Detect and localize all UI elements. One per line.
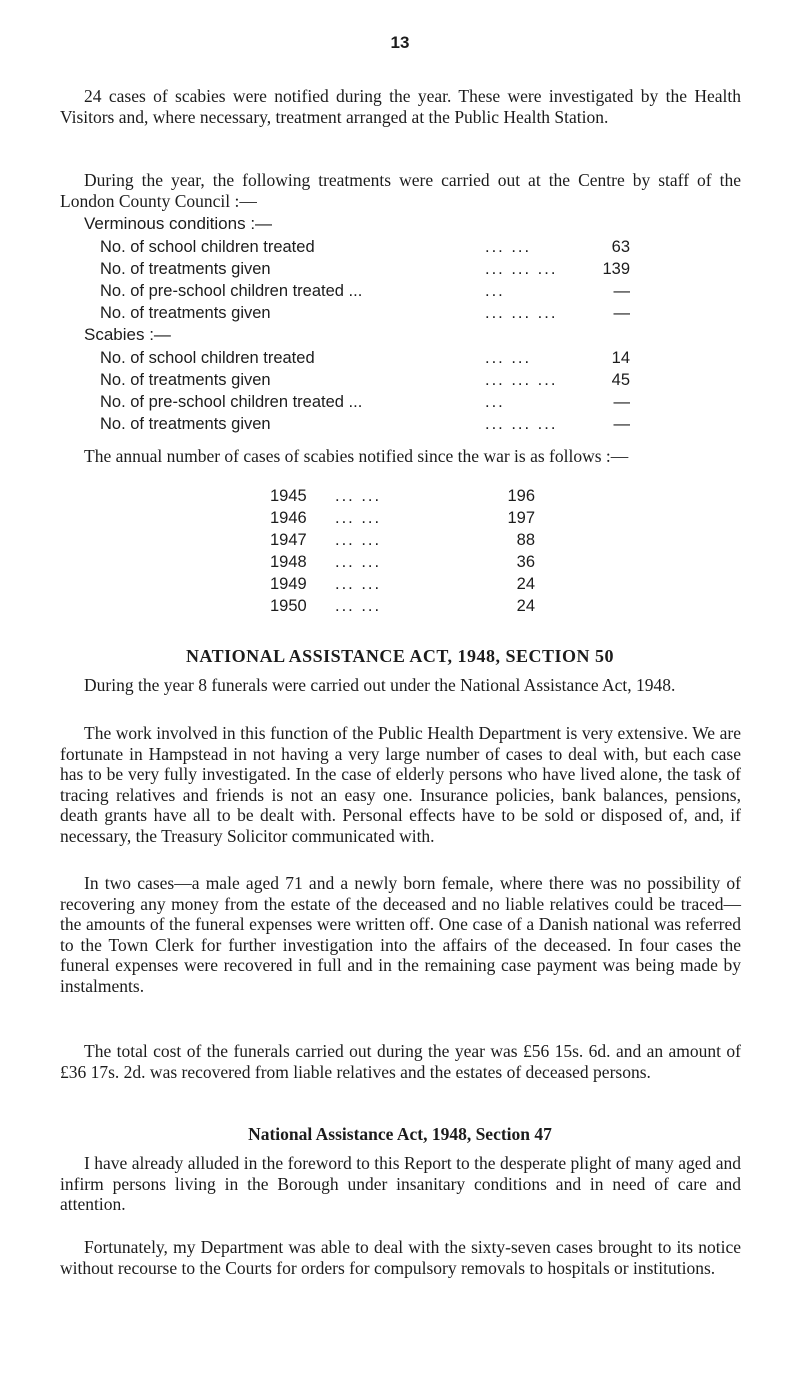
year: 1950 xyxy=(270,597,307,615)
annual-cases-row xyxy=(270,485,535,507)
section-50-heading: NATIONAL ASSISTANCE ACT, 1948, SECTION 50 xyxy=(185,646,615,666)
case-count: 88 xyxy=(516,531,535,549)
annual-cases-row xyxy=(270,573,535,595)
leader-dots: ... ... xyxy=(485,349,532,367)
scabies-row xyxy=(100,369,630,391)
leader-dots: ... ... xyxy=(335,575,382,593)
year: 1947 xyxy=(270,531,307,549)
row-label: No. of school children treated xyxy=(100,349,315,367)
verminous-row xyxy=(100,302,630,324)
leader-dots: ... ... ... xyxy=(485,371,558,389)
scabies-row xyxy=(100,391,630,413)
row-label: No. of treatments given xyxy=(100,371,271,389)
year: 1949 xyxy=(270,575,307,593)
row-value: — xyxy=(613,304,630,322)
section-50-paragraph: The work involved in this function of the Public Health Department is very extensive. We are fortunate in Hampstead in not having a very large number of cases to deal with, but each case has to be very fully investigated. In the case of elderly persons who have lived alone, the task of tracing relatives and friends is not an easy one. Insurance policies, bank balances, pensions, death grants have all to be dealt with. Personal effects have to be sold or disposed of, and, if necessary, the Treasury Solicitor communicated with. xyxy=(60,723,741,846)
page-number: 13 xyxy=(390,33,410,52)
annual-cases-row xyxy=(270,551,535,573)
row-value: 45 xyxy=(611,371,630,389)
case-count: 197 xyxy=(507,509,535,527)
row-label: No. of treatments given xyxy=(100,415,271,433)
row-value: — xyxy=(613,282,630,300)
annual-cases-row xyxy=(270,595,535,617)
verminous-conditions-label: Verminous conditions :— xyxy=(84,214,273,233)
section-50-paragraph: In two cases—a male aged 71 and a newly born female, where there was no possibility of recovering any money from the estate of the deceased and no liable relatives could be traced—the amounts of the funeral expenses were written off. One case of a Danish national was referred to the Town Clerk for further investigation into the affairs of the deceased. In four cases the funeral expenses were recovered in full and in the remaining case payment was being made by instalments. xyxy=(60,873,741,996)
row-value: 14 xyxy=(611,349,630,367)
case-count: 36 xyxy=(516,553,535,571)
section-47-heading: National Assistance Act, 1948, Section 47 xyxy=(248,1124,552,1144)
annual-cases-intro: The annual number of cases of scabies notified since the war is as follows :— xyxy=(84,446,629,466)
scabies-row xyxy=(100,413,630,435)
leader-dots: ... ... xyxy=(335,553,382,571)
verminous-row xyxy=(100,258,630,280)
treatments-intro-paragraph: During the year, the following treatments were carried out at the Centre by staff of the London County Council :— xyxy=(60,170,741,211)
leader-dots: ... xyxy=(485,282,505,300)
section-47-paragraph: Fortunately, my Department was able to deal with the sixty-seven cases brought to its notice without recourse to the Courts for orders for compulsory removals to hospitals or institutions. xyxy=(60,1237,741,1278)
annual-cases-row xyxy=(270,529,535,551)
leader-dots: ... ... xyxy=(485,238,532,256)
scabies-notified-paragraph: 24 cases of scabies were notified during the year. These were investigated by the Health Visitors and, where necessary, treatment arranged at the Public Health Station. xyxy=(60,86,741,127)
leader-dots: ... ... xyxy=(335,487,382,505)
annual-cases-row xyxy=(270,507,535,529)
leader-dots: ... xyxy=(485,393,505,411)
scabies-row xyxy=(100,347,630,369)
section-50-paragraph: During the year 8 funerals were carried out under the National Assistance Act, 1948. xyxy=(84,675,676,695)
row-label: No. of treatments given xyxy=(100,260,271,278)
row-label: No. of pre-school children treated ... xyxy=(100,393,363,411)
leader-dots: ... ... xyxy=(335,509,382,527)
section-50-paragraph: The total cost of the funerals carried out during the year was £56 15s. 6d. and an amount of £36 17s. 2d. was recovered from liable relatives and the estates of deceased persons. xyxy=(60,1041,741,1082)
leader-dots: ... ... ... xyxy=(485,304,558,322)
year: 1946 xyxy=(270,509,307,527)
case-count: 24 xyxy=(516,597,535,615)
leader-dots: ... ... xyxy=(335,597,382,615)
year: 1945 xyxy=(270,487,307,505)
leader-dots: ... ... ... xyxy=(485,260,558,278)
row-label: No. of school children treated xyxy=(100,238,315,256)
row-label: No. of treatments given xyxy=(100,304,271,322)
verminous-row xyxy=(100,280,630,302)
case-count: 24 xyxy=(516,575,535,593)
scabies-label: Scabies :— xyxy=(84,325,171,344)
row-value: 63 xyxy=(611,238,630,256)
case-count: 196 xyxy=(507,487,535,505)
section-47-paragraph: I have already alluded in the foreword to this Report to the desperate plight of many aged and infirm persons living in the Borough under insanitary conditions and in need of care and attention. xyxy=(60,1153,741,1214)
year: 1948 xyxy=(270,553,307,571)
verminous-row xyxy=(100,236,630,258)
row-value: — xyxy=(613,393,630,411)
leader-dots: ... ... ... xyxy=(485,415,558,433)
leader-dots: ... ... xyxy=(335,531,382,549)
row-value: 139 xyxy=(602,260,630,278)
row-label: No. of pre-school children treated ... xyxy=(100,282,363,300)
row-value: — xyxy=(613,415,630,433)
